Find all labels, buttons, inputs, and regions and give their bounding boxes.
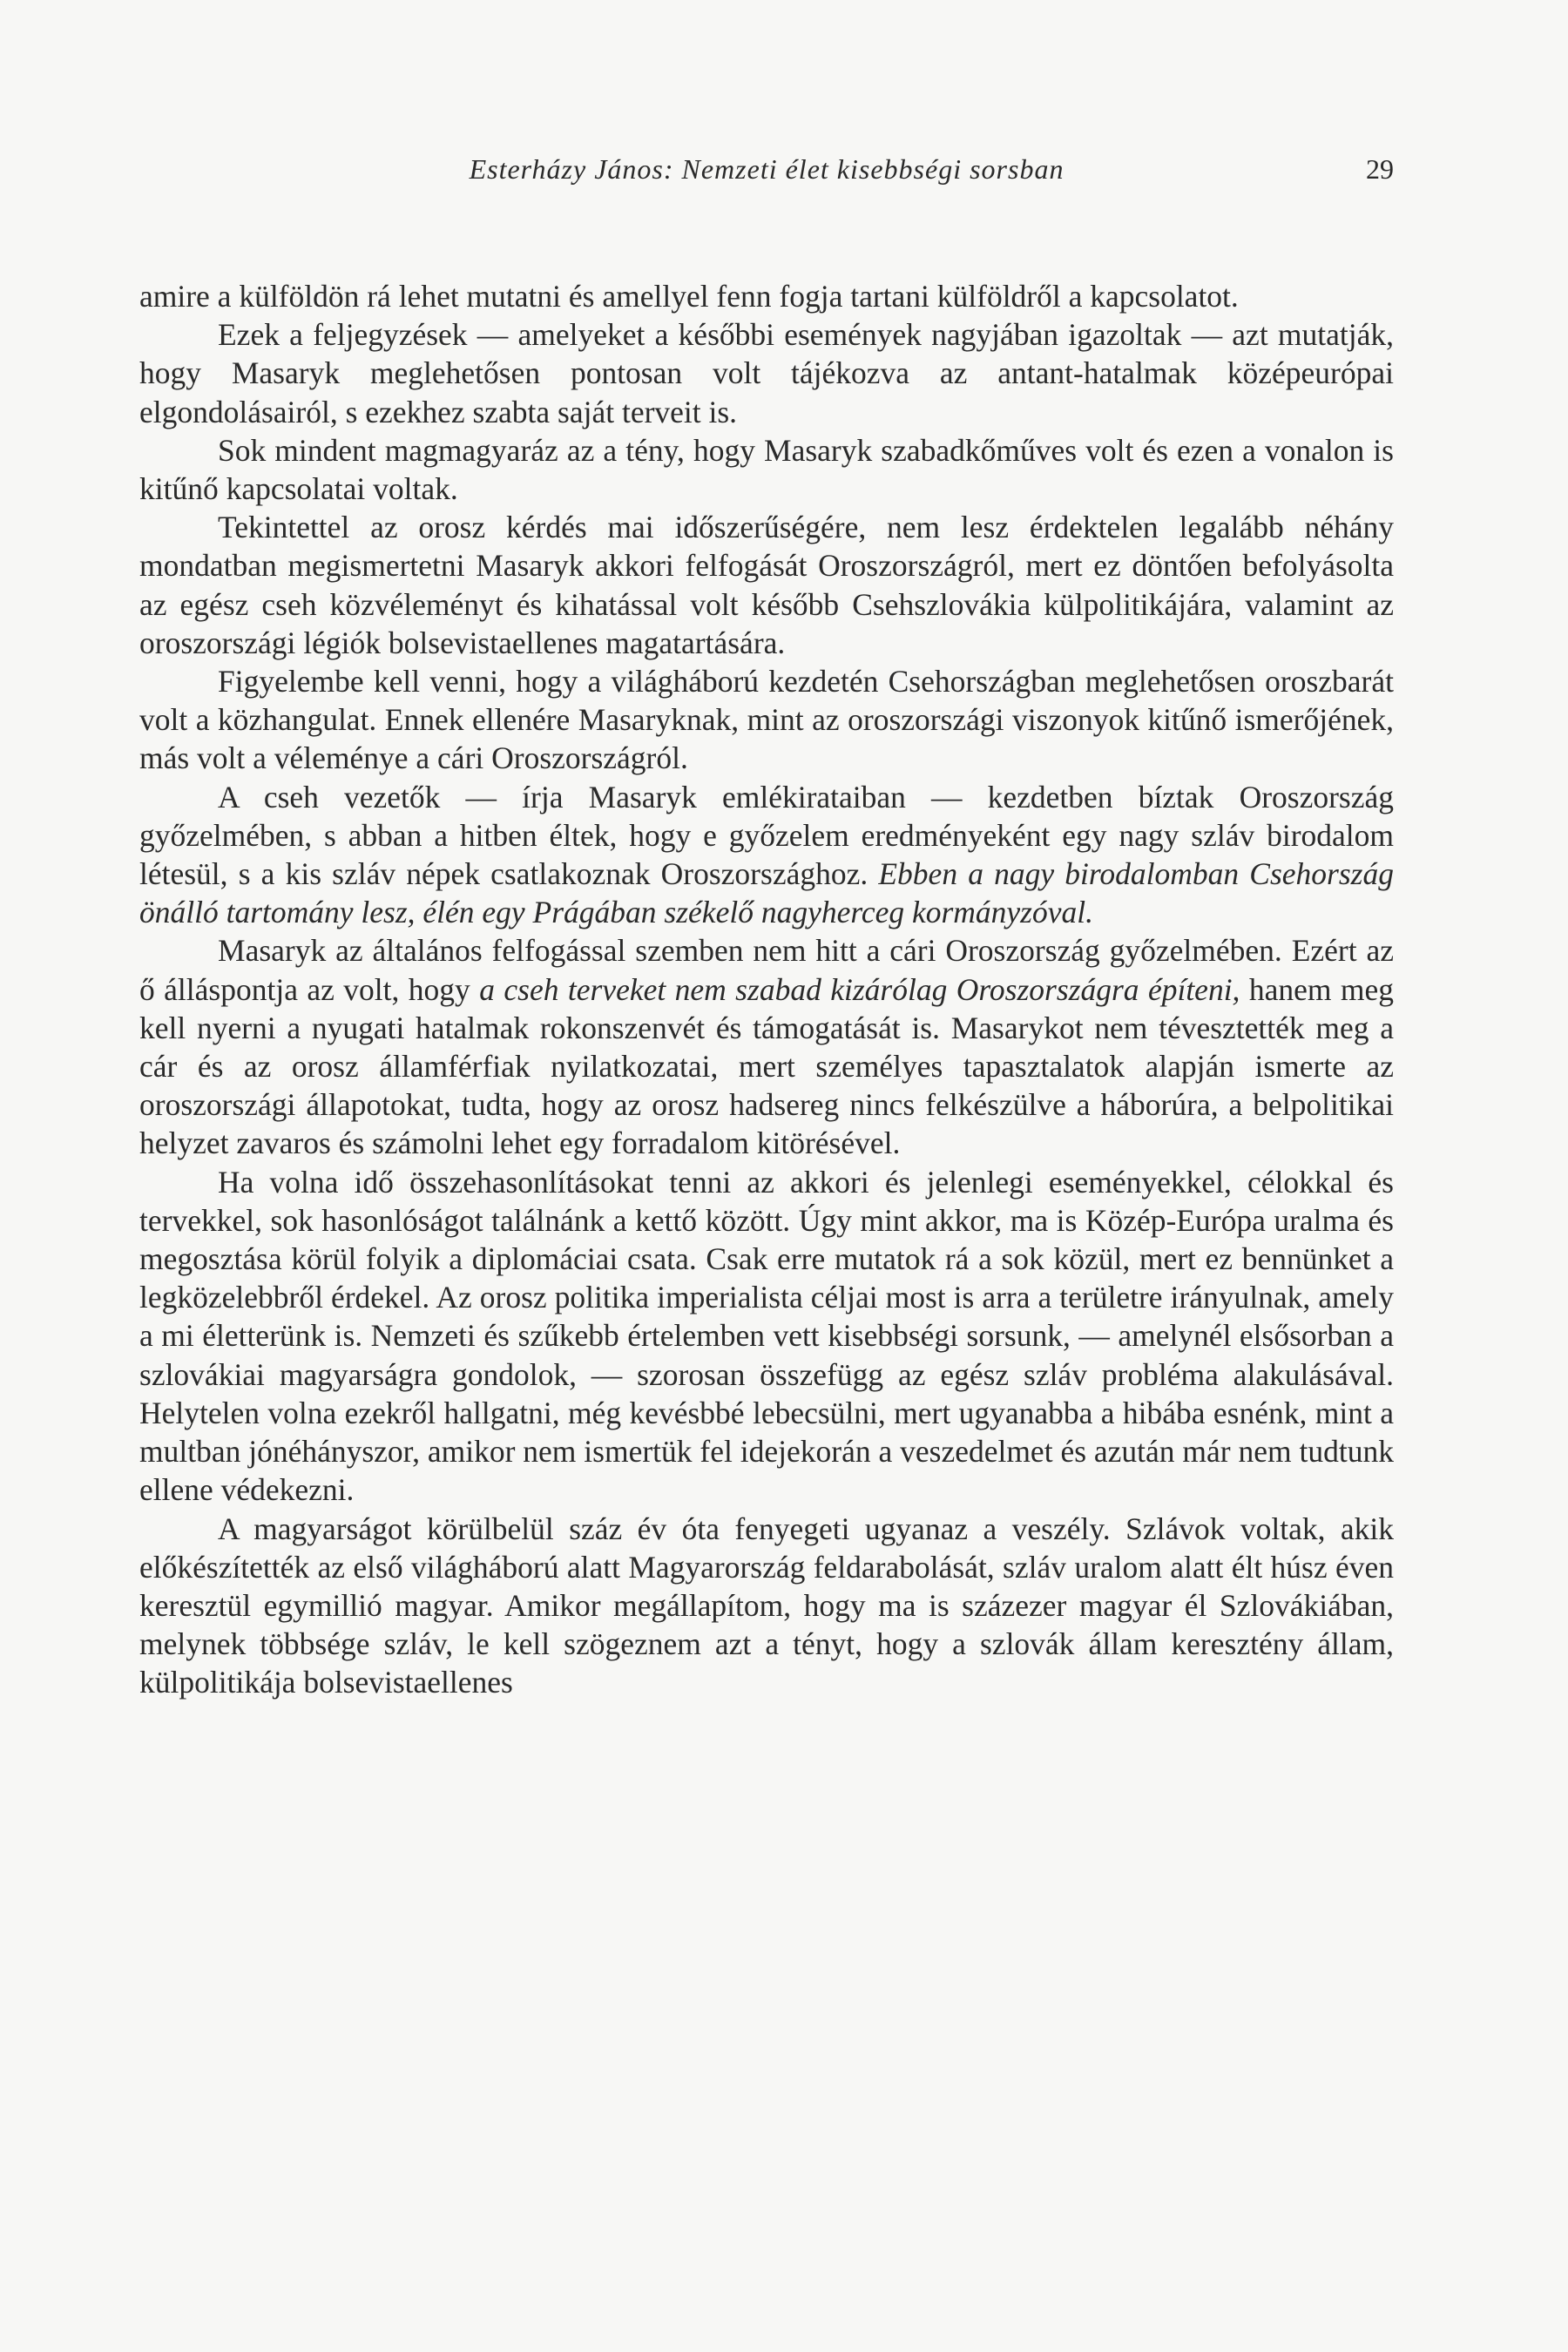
paragraph [139, 1163, 1394, 1510]
page-number: 29 [1366, 153, 1394, 185]
text-run: Ha volna idő összehasonlításokat tenni az akkori és jelenlegi eseményekkel, célokkal és tervekkel, sok hasonlóságot találnánk a kettő között. Úgy mint akkor, ma is Közép-Európa uralma és megosztása körül folyik a diplomáciai csata. Csak erre mutatok rá a sok közül, mert ez bennünket a legközelebbről érdekel. Az orosz politika imperialista céljai most is arra a területre irányulnak, amely a mi életterünk is. Nemzeti és szűkebb értelemben vett kisebbségi sorsunk, — amelynél elsősorban a szlovákiai magyarságra gondolok, — szorosan összefügg az egész szláv probléma alakulásával. Helytelen volna ezekről hallgatni, még kevésbbé lebecsülni, mert ugyanabba a hibába esnénk, mint a multban jónéhányszor, amikor nem ismertük fel idejekorán a veszedelmet és azután már nem tudtunk ellene védekezni. [139, 1164, 1394, 1508]
text-run: hanem meg kell nyerni a nyugati hatalmak rokonszenvét és támogatását is. Masarykot nem tévesztették meg a cár és az orosz államférfiak nyilatkozatai, mert személyes tapasztalatok alapján ismerte az oroszországi állapotokat, tudta, hogy az orosz hadsereg nincs felkészülve a háborúra, a belpolitikai helyzet zavaros és számolni lehet egy forradalom kitörésével. [139, 971, 1395, 1161]
running-title: Esterházy János: Nemzeti élet kisebbségi sorsban [469, 153, 1064, 185]
text-run: A magyarságot körülbelül száz év óta fenyegeti ugyanaz a veszély. Szlávok voltak, akik előkészítették az első világháború alatt Magyarország feldarabolását, szláv uralom alatt élt húsz éven keresztül egymillió magyar. Amikor megállapítom, hogy ma is százezer magyar él Szlovákiában, melynek többsége szláv, le kell szögeznem azt a tényt, hogy a szlovák állam keresztény állam, külpolitikája bolsevistaellenes [139, 1511, 1394, 1700]
paragraph [139, 778, 1394, 932]
text-run: Ezek a feljegyzések — amelyeket a későbbi események nagyjában igazoltak — azt mutatják, hogy Masaryk meglehetősen pontosan volt tájékozva az antant-hatalmak középeurópai elgondolásairól, s ezekhez szabta saját terveit is. [139, 317, 1394, 429]
text-run: Figyelembe kell venni, hogy a világháború kezdetén Csehországban meglehetősen oroszbarát volt a közhangulat. Ennek ellenére Masaryknak, mint az oroszországi viszonyok kitűnő ismerőjének, más volt a véleménye a cári Oroszországról. [139, 664, 1394, 776]
paragraph [139, 931, 1394, 1162]
text-run: Tekintettel az orosz kérdés mai időszerűségére, nem lesz érdektelen legalább néhány mondatban megismertetni Masaryk akkori felfogását Oroszországról, mert ez döntően befolyásolta az egész cseh közvéleményt és kihatással volt később Csehszlovákia külpolitikájára, valamint az oroszországi légiók bolsevistaellenes magatartására. [139, 510, 1394, 660]
text-run: amire a külföldön rá lehet mutatni és amellyel fenn fogja tartani külföldről a kapcsolatot. [139, 279, 1239, 314]
paragraph [139, 315, 1394, 431]
emphasized-text: Ebben a nagy birodalomban Csehország önálló tartomány lesz, élén egy Prágában székelő nagyherceg kormányzóval. [139, 856, 1394, 930]
text-run: Masaryk az általános felfogással szemben nem hitt a cári Oroszország győzelmében. Ezért az ő álláspontja az volt, hogy [139, 933, 1394, 1007]
text-run: Sok mindent magmagyaráz az a tény, hogy Masaryk szabadkőműves volt és ezen a vonalon is kitűnő kapcsolatai voltak. [139, 432, 1394, 507]
page-header [139, 153, 1394, 197]
paragraph [139, 508, 1394, 662]
emphasized-text: a cseh terveket nem szabad kizárólag Oroszországra építeni, [479, 971, 1240, 1007]
body-text [139, 277, 1394, 1702]
paragraph [139, 277, 1394, 315]
paragraph [139, 1510, 1394, 1702]
text-run: A cseh vezetők — írja Masaryk emlékirataiban — kezdetben bíztak Oroszország győzelmében, s abban a hitben éltek, hogy e győzelem eredményeként egy nagy szláv birodalom létesül, s a kis szláv népek csatlakoznak Oroszországhoz. [139, 779, 1394, 892]
paragraph [139, 662, 1394, 778]
paragraph [139, 431, 1394, 508]
